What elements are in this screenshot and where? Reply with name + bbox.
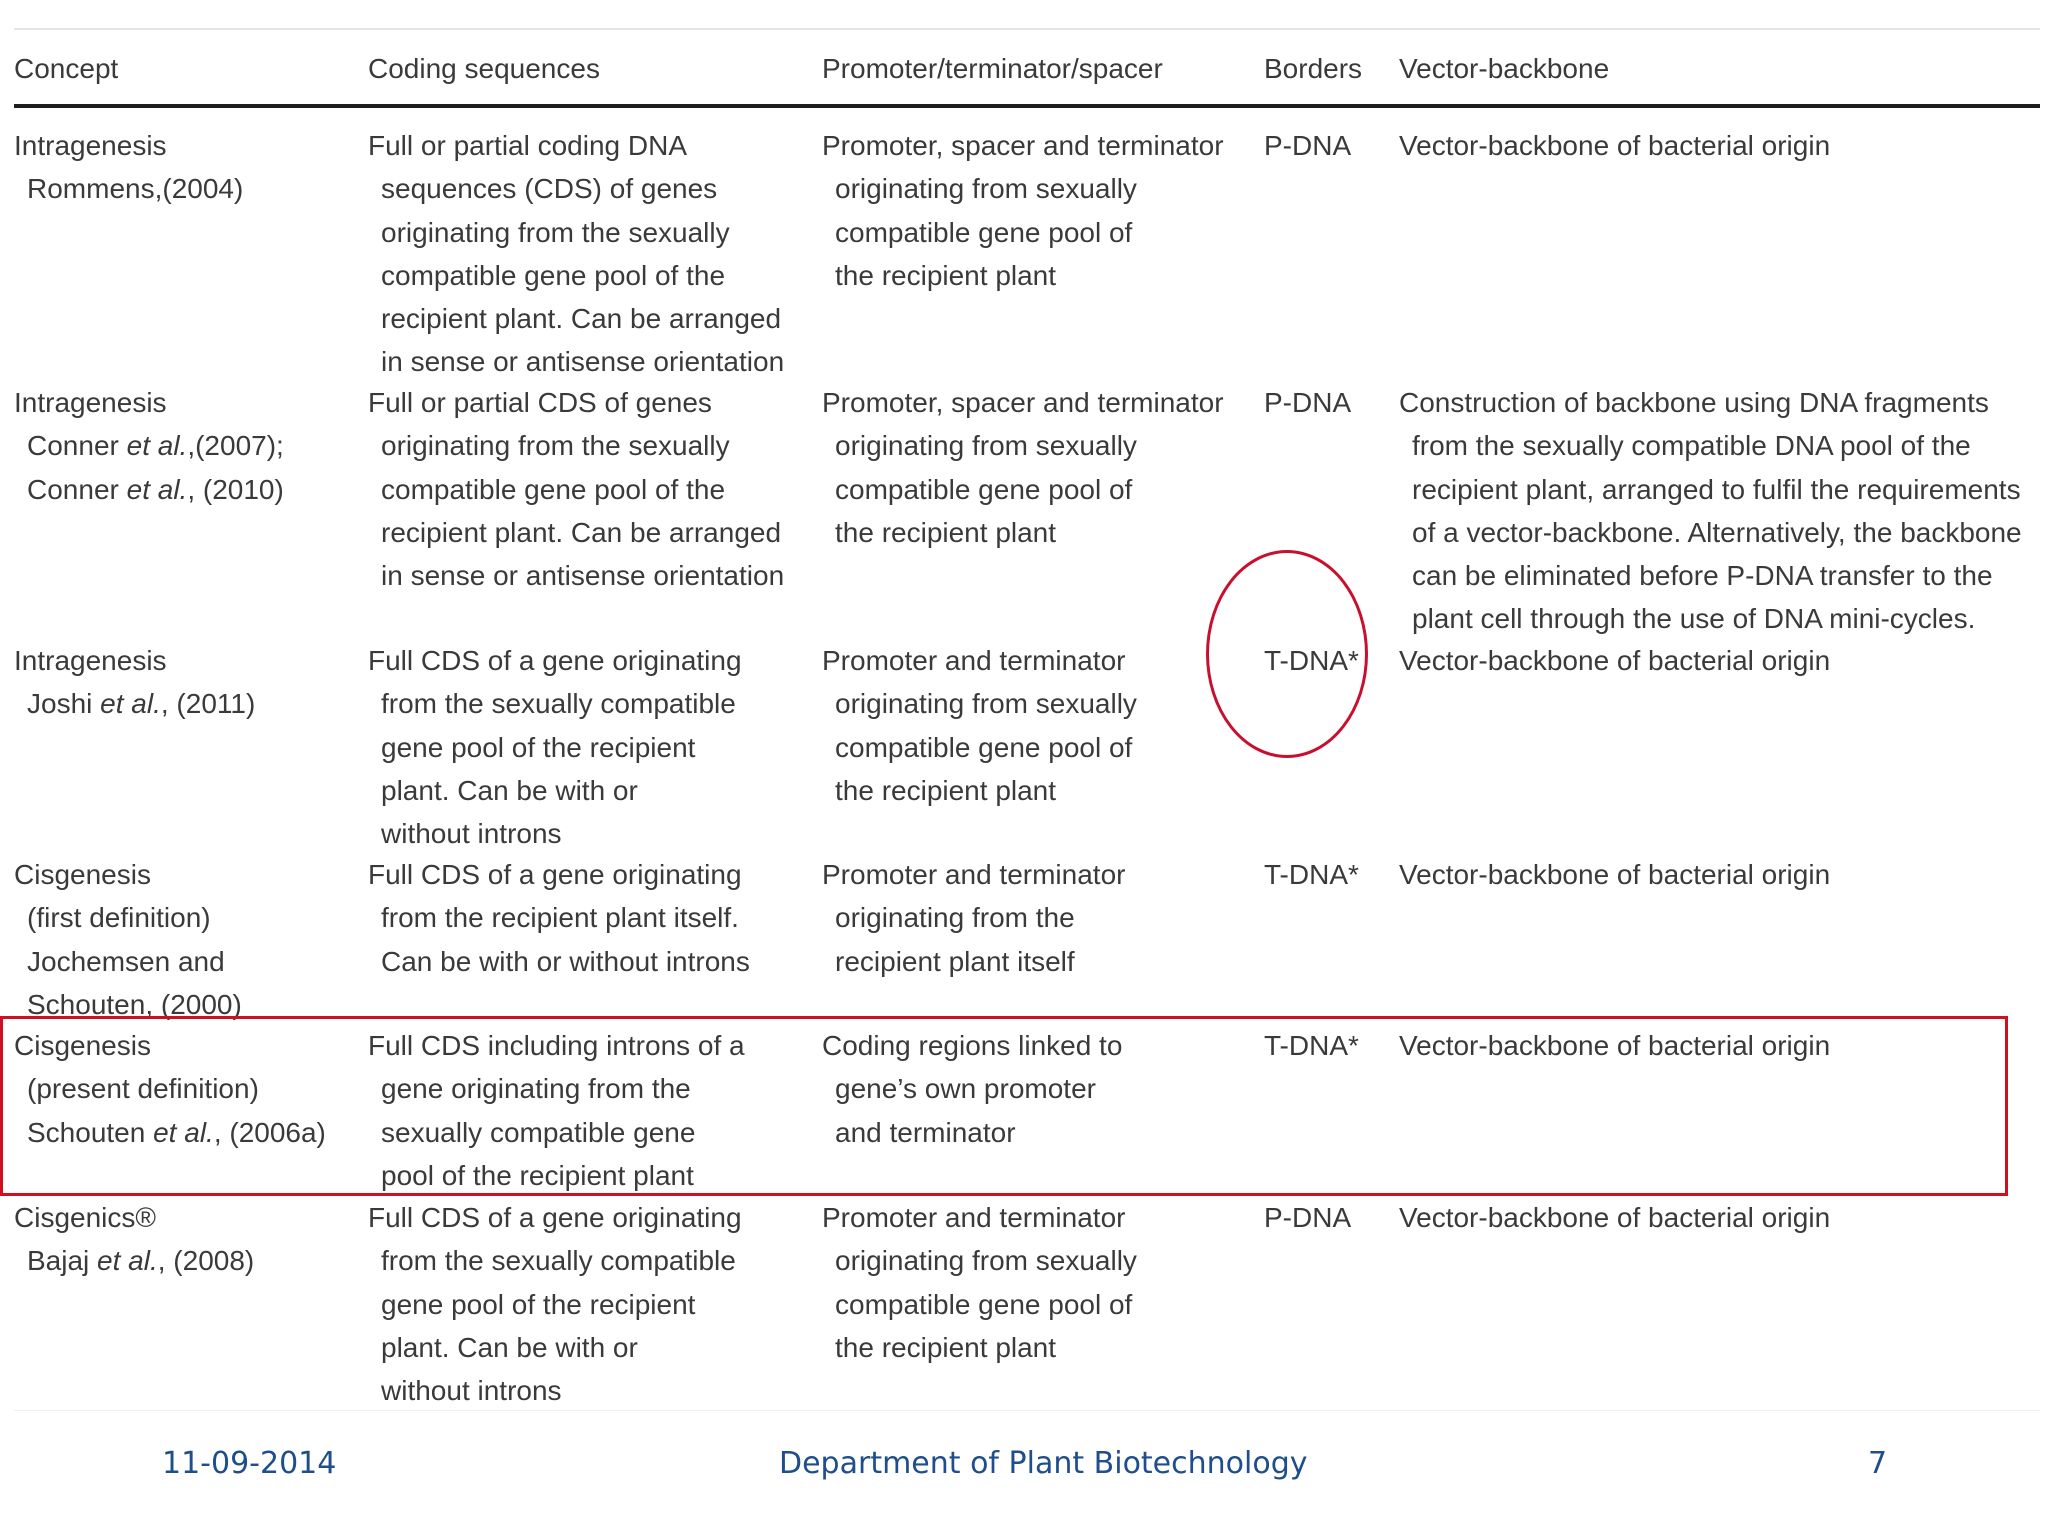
- table-top-rule: [14, 28, 2040, 30]
- footer-date: 11-09-2014: [162, 1446, 337, 1481]
- row-1-coding: [368, 124, 784, 384]
- cell-line: originating from sexually: [835, 688, 1137, 720]
- cell-line: originating from sexually: [835, 1245, 1137, 1277]
- cell-line: Promoter, spacer and terminator: [822, 130, 1224, 161]
- cell-line: T-DNA*: [1264, 1030, 1359, 1061]
- cell-line: from the sexually compatible: [381, 688, 736, 720]
- footer-department: Department of Plant Biotechnology: [779, 1446, 1308, 1481]
- tdna-highlight-circle: [1206, 550, 1368, 758]
- cell-line: gene’s own promoter: [835, 1073, 1096, 1105]
- cell-line: Cisgenesis: [14, 1030, 151, 1061]
- cell-line: compatible gene pool of the: [381, 259, 726, 291]
- footer-page-number: 7: [1868, 1446, 1888, 1481]
- cell-line: Promoter and terminator: [822, 859, 1126, 890]
- row-3-promoter: [822, 639, 1137, 812]
- cell-line: recipient plant itself: [835, 945, 1075, 977]
- cell-line: Cisgenics®: [14, 1202, 157, 1233]
- cell-line: Promoter and terminator: [822, 1202, 1126, 1233]
- cell-line: plant. Can be with or: [381, 774, 638, 806]
- row-2-coding: [368, 381, 784, 597]
- cell-line: originating from the sexually: [381, 430, 730, 462]
- cell-line: originating from sexually: [835, 173, 1137, 205]
- row-4-borders: [1264, 853, 1359, 896]
- cell-line: plant. Can be with or: [381, 1331, 638, 1363]
- cell-line: T-DNA*: [1264, 859, 1359, 890]
- cell-line: from the sexually compatible: [381, 1245, 736, 1277]
- cell-line: originating from the sexually: [381, 216, 730, 248]
- cell-line: sequences (CDS) of genes: [381, 173, 718, 205]
- cell-line: Full or partial CDS of genes: [368, 387, 712, 418]
- row-2-borders: [1264, 381, 1351, 424]
- cell-line: Vector-backbone of bacterial origin: [1399, 645, 1831, 676]
- cell-line: plant cell through the use of DNA mini-cycles.: [1412, 603, 1976, 635]
- cell-line: in sense or antisense orientation: [381, 346, 785, 378]
- header-coding-sequences: Coding sequences: [368, 53, 600, 84]
- cell-line: Intragenesis: [14, 130, 167, 161]
- cell-line: the recipient plant: [835, 1331, 1057, 1363]
- cell-line: Full or partial coding DNA: [368, 130, 688, 161]
- cell-line: Intragenesis: [14, 645, 167, 676]
- cell-line: from the recipient plant itself.: [381, 902, 739, 934]
- cell-line: Conner et al.,(2007);: [27, 430, 284, 462]
- cell-line: Jochemsen and: [27, 945, 225, 977]
- cell-line: P-DNA: [1264, 1202, 1352, 1233]
- cell-line: (first definition): [27, 902, 211, 934]
- row-6-promoter: [822, 1196, 1137, 1369]
- cell-line: and terminator: [835, 1116, 1016, 1148]
- cell-line: the recipient plant: [835, 259, 1057, 291]
- cell-line: recipient plant. Can be arranged: [381, 516, 782, 548]
- cell-line: Construction of backbone using DNA fragments: [1399, 387, 1989, 418]
- cell-line: (present definition): [27, 1073, 259, 1105]
- cell-line: P-DNA: [1264, 130, 1352, 161]
- cell-line: recipient plant. Can be arranged: [381, 303, 782, 335]
- cell-line: of a vector-backbone. Alternatively, the backbone: [1412, 516, 2022, 548]
- cell-line: in sense or antisense orientation: [381, 560, 785, 592]
- cell-line: without introns: [381, 818, 562, 850]
- cell-line: Intragenesis: [14, 387, 167, 418]
- cell-line: Can be with or without introns: [381, 945, 750, 977]
- cell-line: Full CDS including introns of a: [368, 1030, 745, 1061]
- row-3-backbone: [1399, 639, 1830, 682]
- cell-line: Vector-backbone of bacterial origin: [1399, 1030, 1831, 1061]
- cell-line: pool of the recipient plant: [381, 1159, 694, 1191]
- cisgenesis-highlight-box: [0, 1016, 2008, 1196]
- cell-line: compatible gene pool of the: [381, 473, 726, 505]
- row-2-promoter: [822, 381, 1224, 554]
- cell-line: can be eliminated before P-DNA transfer to the: [1412, 560, 1993, 592]
- row-2-concept: [14, 381, 284, 511]
- cell-line: Schouten et al., (2006a): [27, 1116, 326, 1148]
- cell-line: Vector-backbone of bacterial origin: [1399, 130, 1831, 161]
- row-6-borders: [1264, 1196, 1351, 1239]
- cell-line: originating from the: [835, 902, 1075, 934]
- row-1-concept: [14, 124, 243, 211]
- cell-line: originating from sexually: [835, 430, 1137, 462]
- row-6-concept: [14, 1196, 254, 1283]
- table-bottom-rule: [14, 1410, 2040, 1411]
- cell-line: Schouten, (2000): [27, 988, 242, 1020]
- cell-line: gene pool of the recipient: [381, 731, 696, 763]
- row-4-promoter: [822, 853, 1125, 983]
- cell-line: Full CDS of a gene originating: [368, 859, 742, 890]
- cell-line: Vector-backbone of bacterial origin: [1399, 859, 1831, 890]
- row-3-coding: [368, 639, 742, 855]
- row-1-borders: [1264, 124, 1351, 167]
- cell-line: Conner et al., (2010): [27, 473, 284, 505]
- cell-line: compatible gene pool of: [835, 731, 1133, 763]
- row-6-backbone: [1399, 1196, 1830, 1239]
- header-concept: Concept: [14, 53, 119, 84]
- cell-line: recipient plant, arranged to fulfil the requirements: [1412, 473, 2021, 505]
- cell-line: Full CDS of a gene originating: [368, 1202, 742, 1233]
- header-rule: [14, 104, 2040, 108]
- row-2-backbone: [1399, 381, 2022, 641]
- cell-line: gene originating from the: [381, 1073, 691, 1105]
- row-1-promoter: [822, 124, 1224, 297]
- cell-line: Vector-backbone of bacterial origin: [1399, 1202, 1831, 1233]
- row-6-coding: [368, 1196, 742, 1412]
- header-vector-backbone: Vector-backbone: [1399, 53, 1610, 84]
- cell-line: Joshi et al., (2011): [27, 688, 256, 720]
- cell-line: Promoter, spacer and terminator: [822, 387, 1224, 418]
- header-borders: Borders: [1264, 53, 1363, 84]
- row-4-concept: [14, 853, 242, 1026]
- cell-line: T-DNA*: [1264, 645, 1359, 676]
- cell-line: Full CDS of a gene originating: [368, 645, 742, 676]
- cell-line: Bajaj et al., (2008): [27, 1245, 255, 1277]
- cell-line: Coding regions linked to: [822, 1030, 1123, 1061]
- cell-line: Cisgenesis: [14, 859, 151, 890]
- row-1-backbone: [1399, 124, 1830, 167]
- cell-line: Rommens,(2004): [27, 173, 244, 205]
- cell-line: the recipient plant: [835, 516, 1057, 548]
- row-4-backbone: [1399, 853, 1830, 896]
- row-4-coding: [368, 853, 750, 983]
- cell-line: without introns: [381, 1375, 562, 1407]
- header-promoter: Promoter/terminator/spacer: [822, 53, 1163, 84]
- cell-line: sexually compatible gene: [381, 1116, 696, 1148]
- row-3-concept: [14, 639, 255, 726]
- cell-line: compatible gene pool of: [835, 1288, 1133, 1320]
- cell-line: gene pool of the recipient: [381, 1288, 696, 1320]
- cell-line: P-DNA: [1264, 387, 1352, 418]
- cell-line: from the sexually compatible DNA pool of the: [1412, 430, 1971, 462]
- cell-line: the recipient plant: [835, 774, 1057, 806]
- cell-line: compatible gene pool of: [835, 473, 1133, 505]
- cell-line: compatible gene pool of: [835, 216, 1133, 248]
- cell-line: Promoter and terminator: [822, 645, 1126, 676]
